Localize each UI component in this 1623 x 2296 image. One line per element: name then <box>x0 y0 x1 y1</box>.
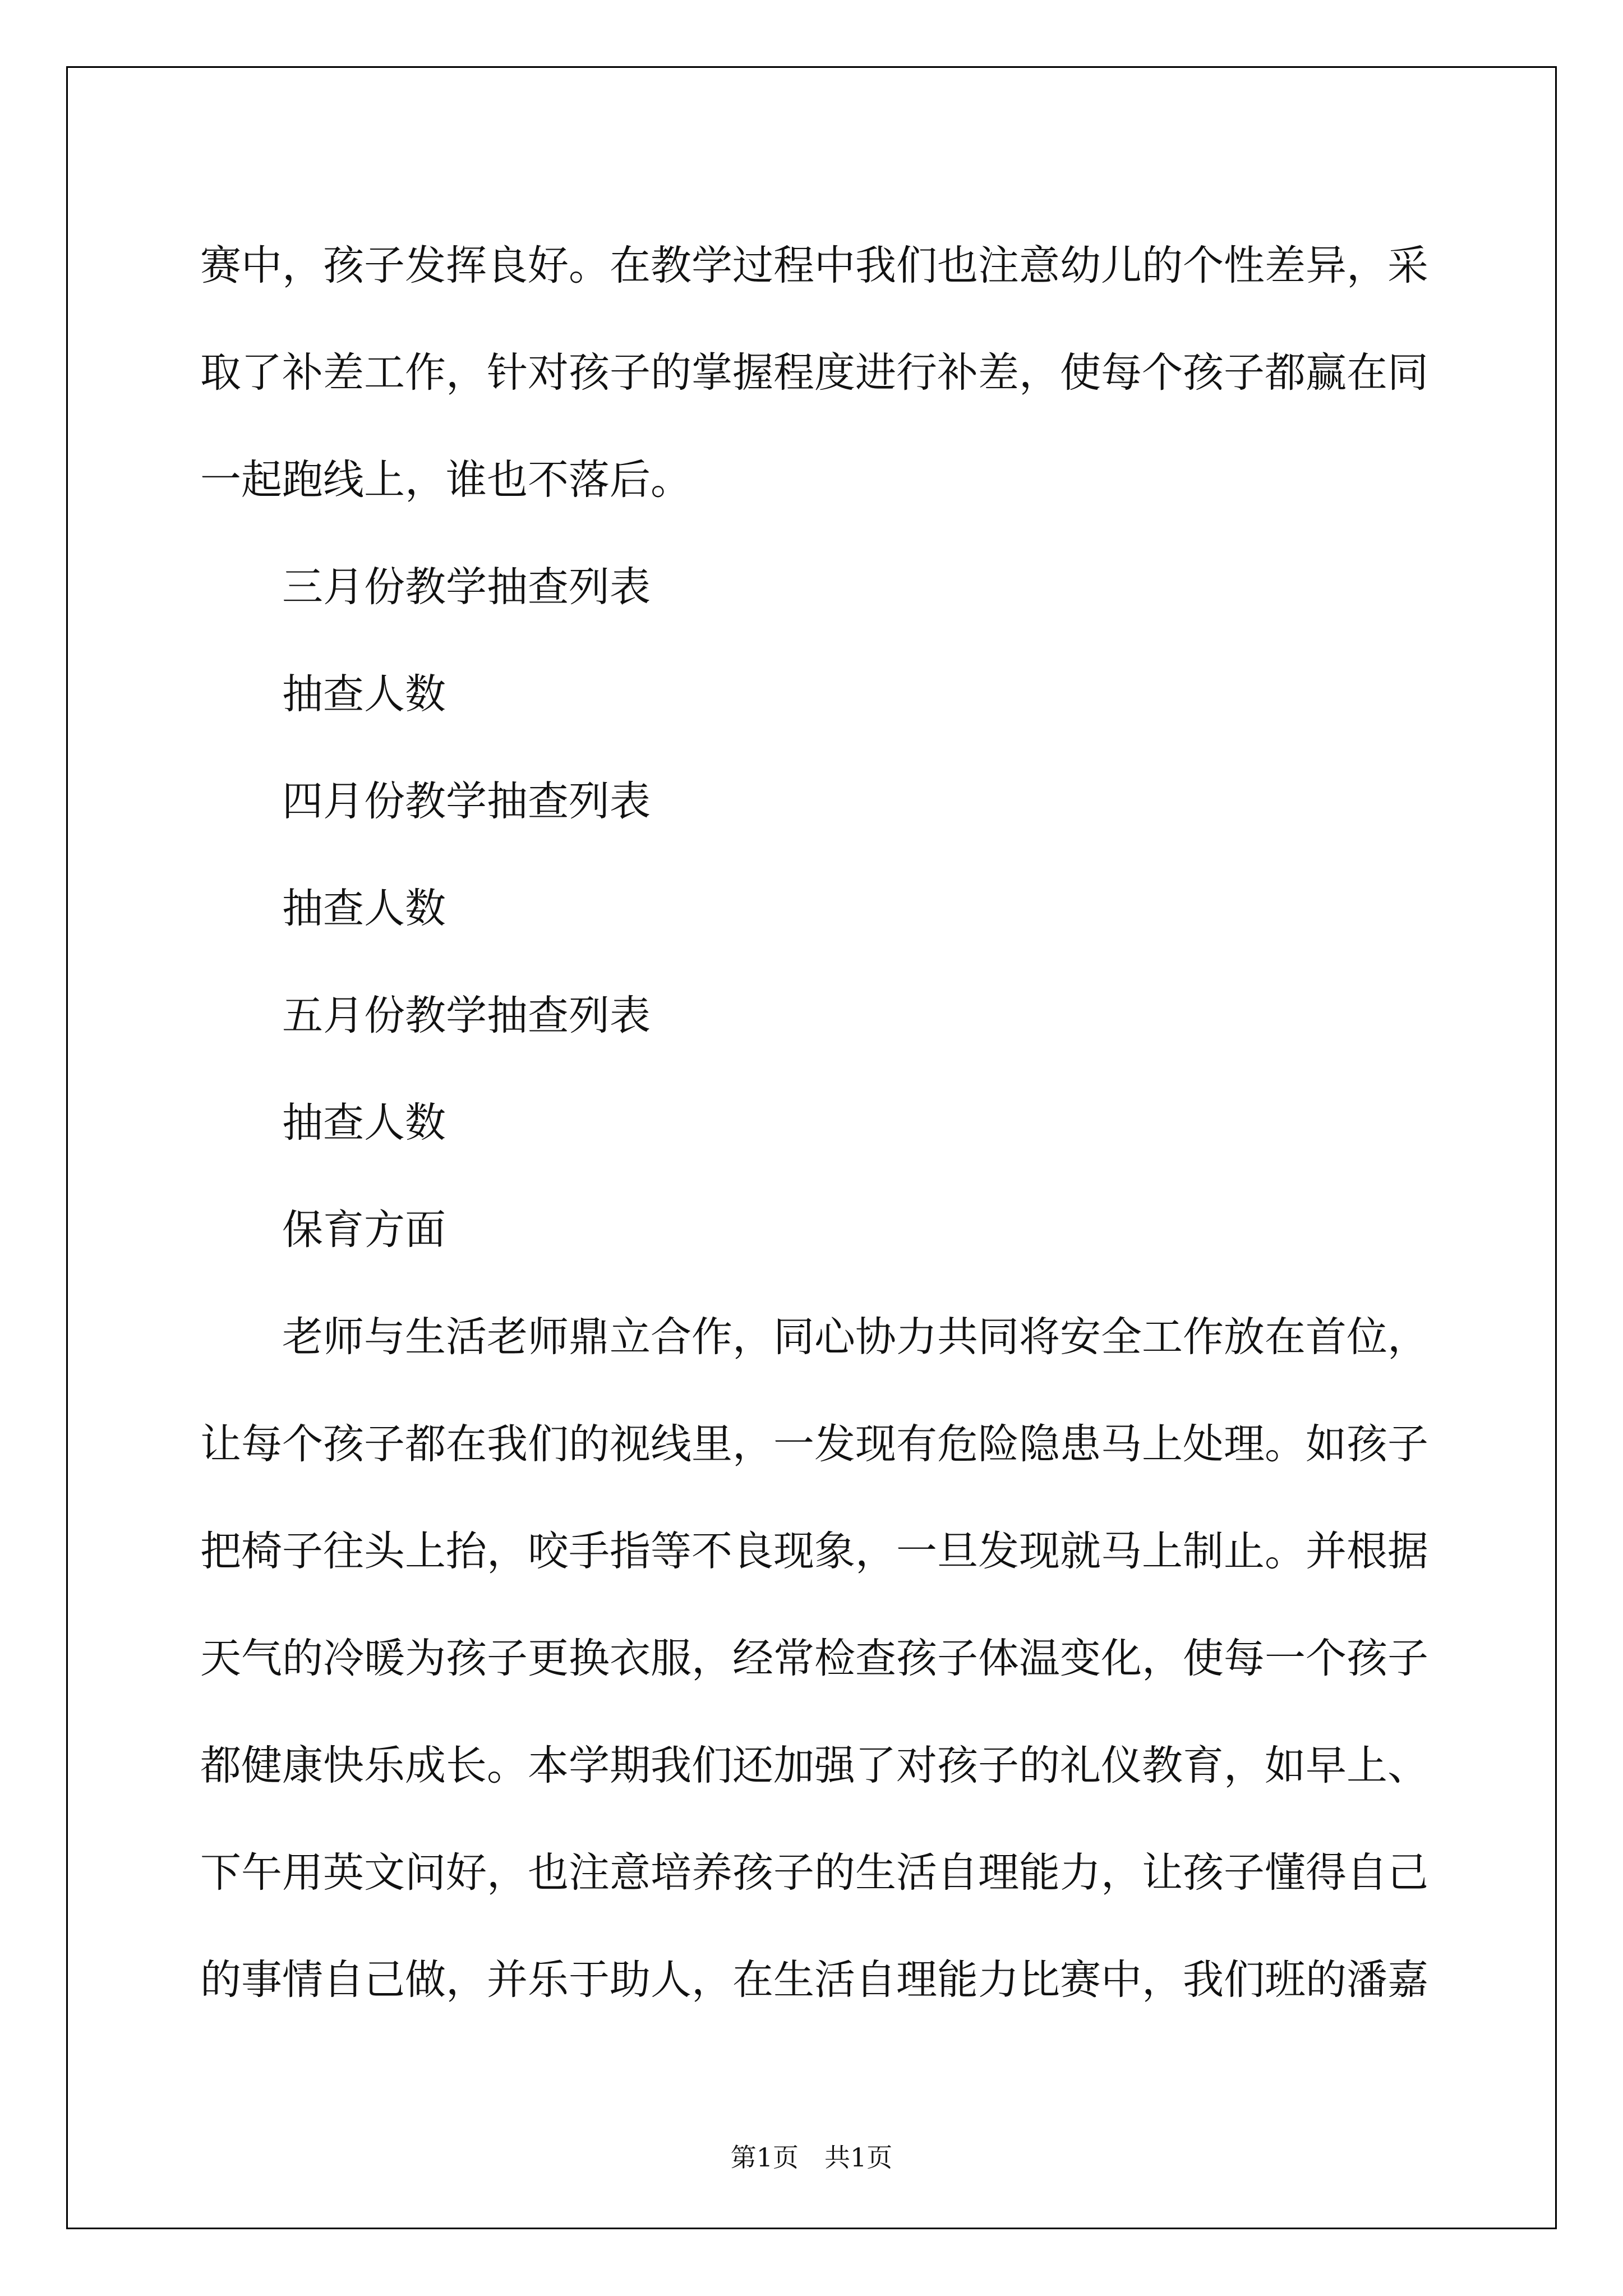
section-heading: 保育方面 <box>282 1206 446 1254</box>
section-heading: 五月份教学抽查列表 <box>282 992 651 1039</box>
text-line: 把椅子往头上抬，咬手指等不良现象，一旦发现就马上制止。并根据 <box>200 1527 1428 1575</box>
text-line: 抽查人数 <box>282 1099 446 1147</box>
page-footer: 第1页 共1页 <box>730 2142 893 2173</box>
text-line: 抽查人数 <box>282 885 446 932</box>
text-line: 都健康快乐成长。本学期我们还加强了对孩子的礼仪教育，如早上、 <box>200 1742 1428 1789</box>
text-line: 取了补差工作，针对孩子的掌握程度进行补差，使每个孩子都赢在同 <box>200 349 1428 397</box>
text-line: 下午用英文问好，也注意培养孩子的生活自理能力，让孩子懂得自己 <box>200 1849 1428 1897</box>
text-line: 让每个孩子都在我们的视线里，一发现有危险隐患马上处理。如孩子 <box>200 1420 1428 1468</box>
text-line: 的事情自己做，并乐于助人，在生活自理能力比赛中，我们班的潘嘉 <box>200 1956 1428 2004</box>
section-heading: 三月份教学抽查列表 <box>282 563 651 611</box>
text-line: 老师与生活老师鼎立合作，同心协力共同将安全工作放在首位， <box>282 1313 1428 1361</box>
section-heading: 四月份教学抽查列表 <box>282 777 651 825</box>
text-line: 赛中，孩子发挥良好。在教学过程中我们也注意幼儿的个性差异，采 <box>200 242 1428 289</box>
text-line: 抽查人数 <box>282 670 446 718</box>
text-line: 一起跑线上，谁也不落后。 <box>200 456 691 504</box>
document-body <box>200 212 1428 2033</box>
text-line: 天气的冷暖为孩子更换衣服，经常检查孩子体温变化，使每一个孩子 <box>200 1635 1428 1682</box>
